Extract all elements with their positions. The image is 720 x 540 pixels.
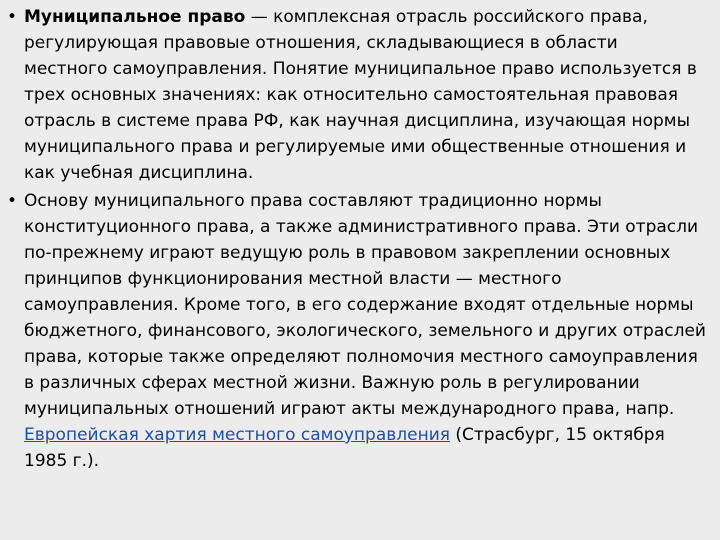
charter-citation-text: (Страсбург, 15 октября 1985 г.). (24, 425, 665, 471)
bullet-item-sources (4, 188, 706, 474)
sources-text: Основу муниципального права составляют традиционно нормы конституционного права, а также административного права. Эти отрасли по-прежнему играют ведущую роль в правовом закреплении основных принципов функционирования местной власти — местного самоуправления. Кроме того, в его содержание входят отдельные нормы бюджетного, финансового, экологического, земельного и других отраслей права, которые также определяют полномочия местного самоуправления в различных сферах местной жизни. Важную роль в регулировании муниципальных отношений играют акты международного права, напр. (24, 191, 706, 419)
european-charter-link[interactable]: Европейская хартия местного самоуправления (24, 425, 450, 445)
term-municipal-law: Муниципальное право (24, 7, 246, 27)
bullet-item-municipal-law-definition (4, 4, 706, 186)
bullet-list (4, 4, 706, 474)
definition-text: — комплексная отрасль российского права, регулирующая правовые отношения, складывающиеся в области местного самоуправления. Понятие муниципальное право используется в трех основных значениях: как относительно самостоятельная правовая отрасль в системе права РФ, как научная дисциплина, изучающая нормы муниципального права и регулируемые ими общественные отношения и как учебная дисциплина. (24, 7, 697, 183)
bullet-dot-icon: • (7, 7, 18, 27)
bullet-dot-icon: • (7, 191, 18, 211)
